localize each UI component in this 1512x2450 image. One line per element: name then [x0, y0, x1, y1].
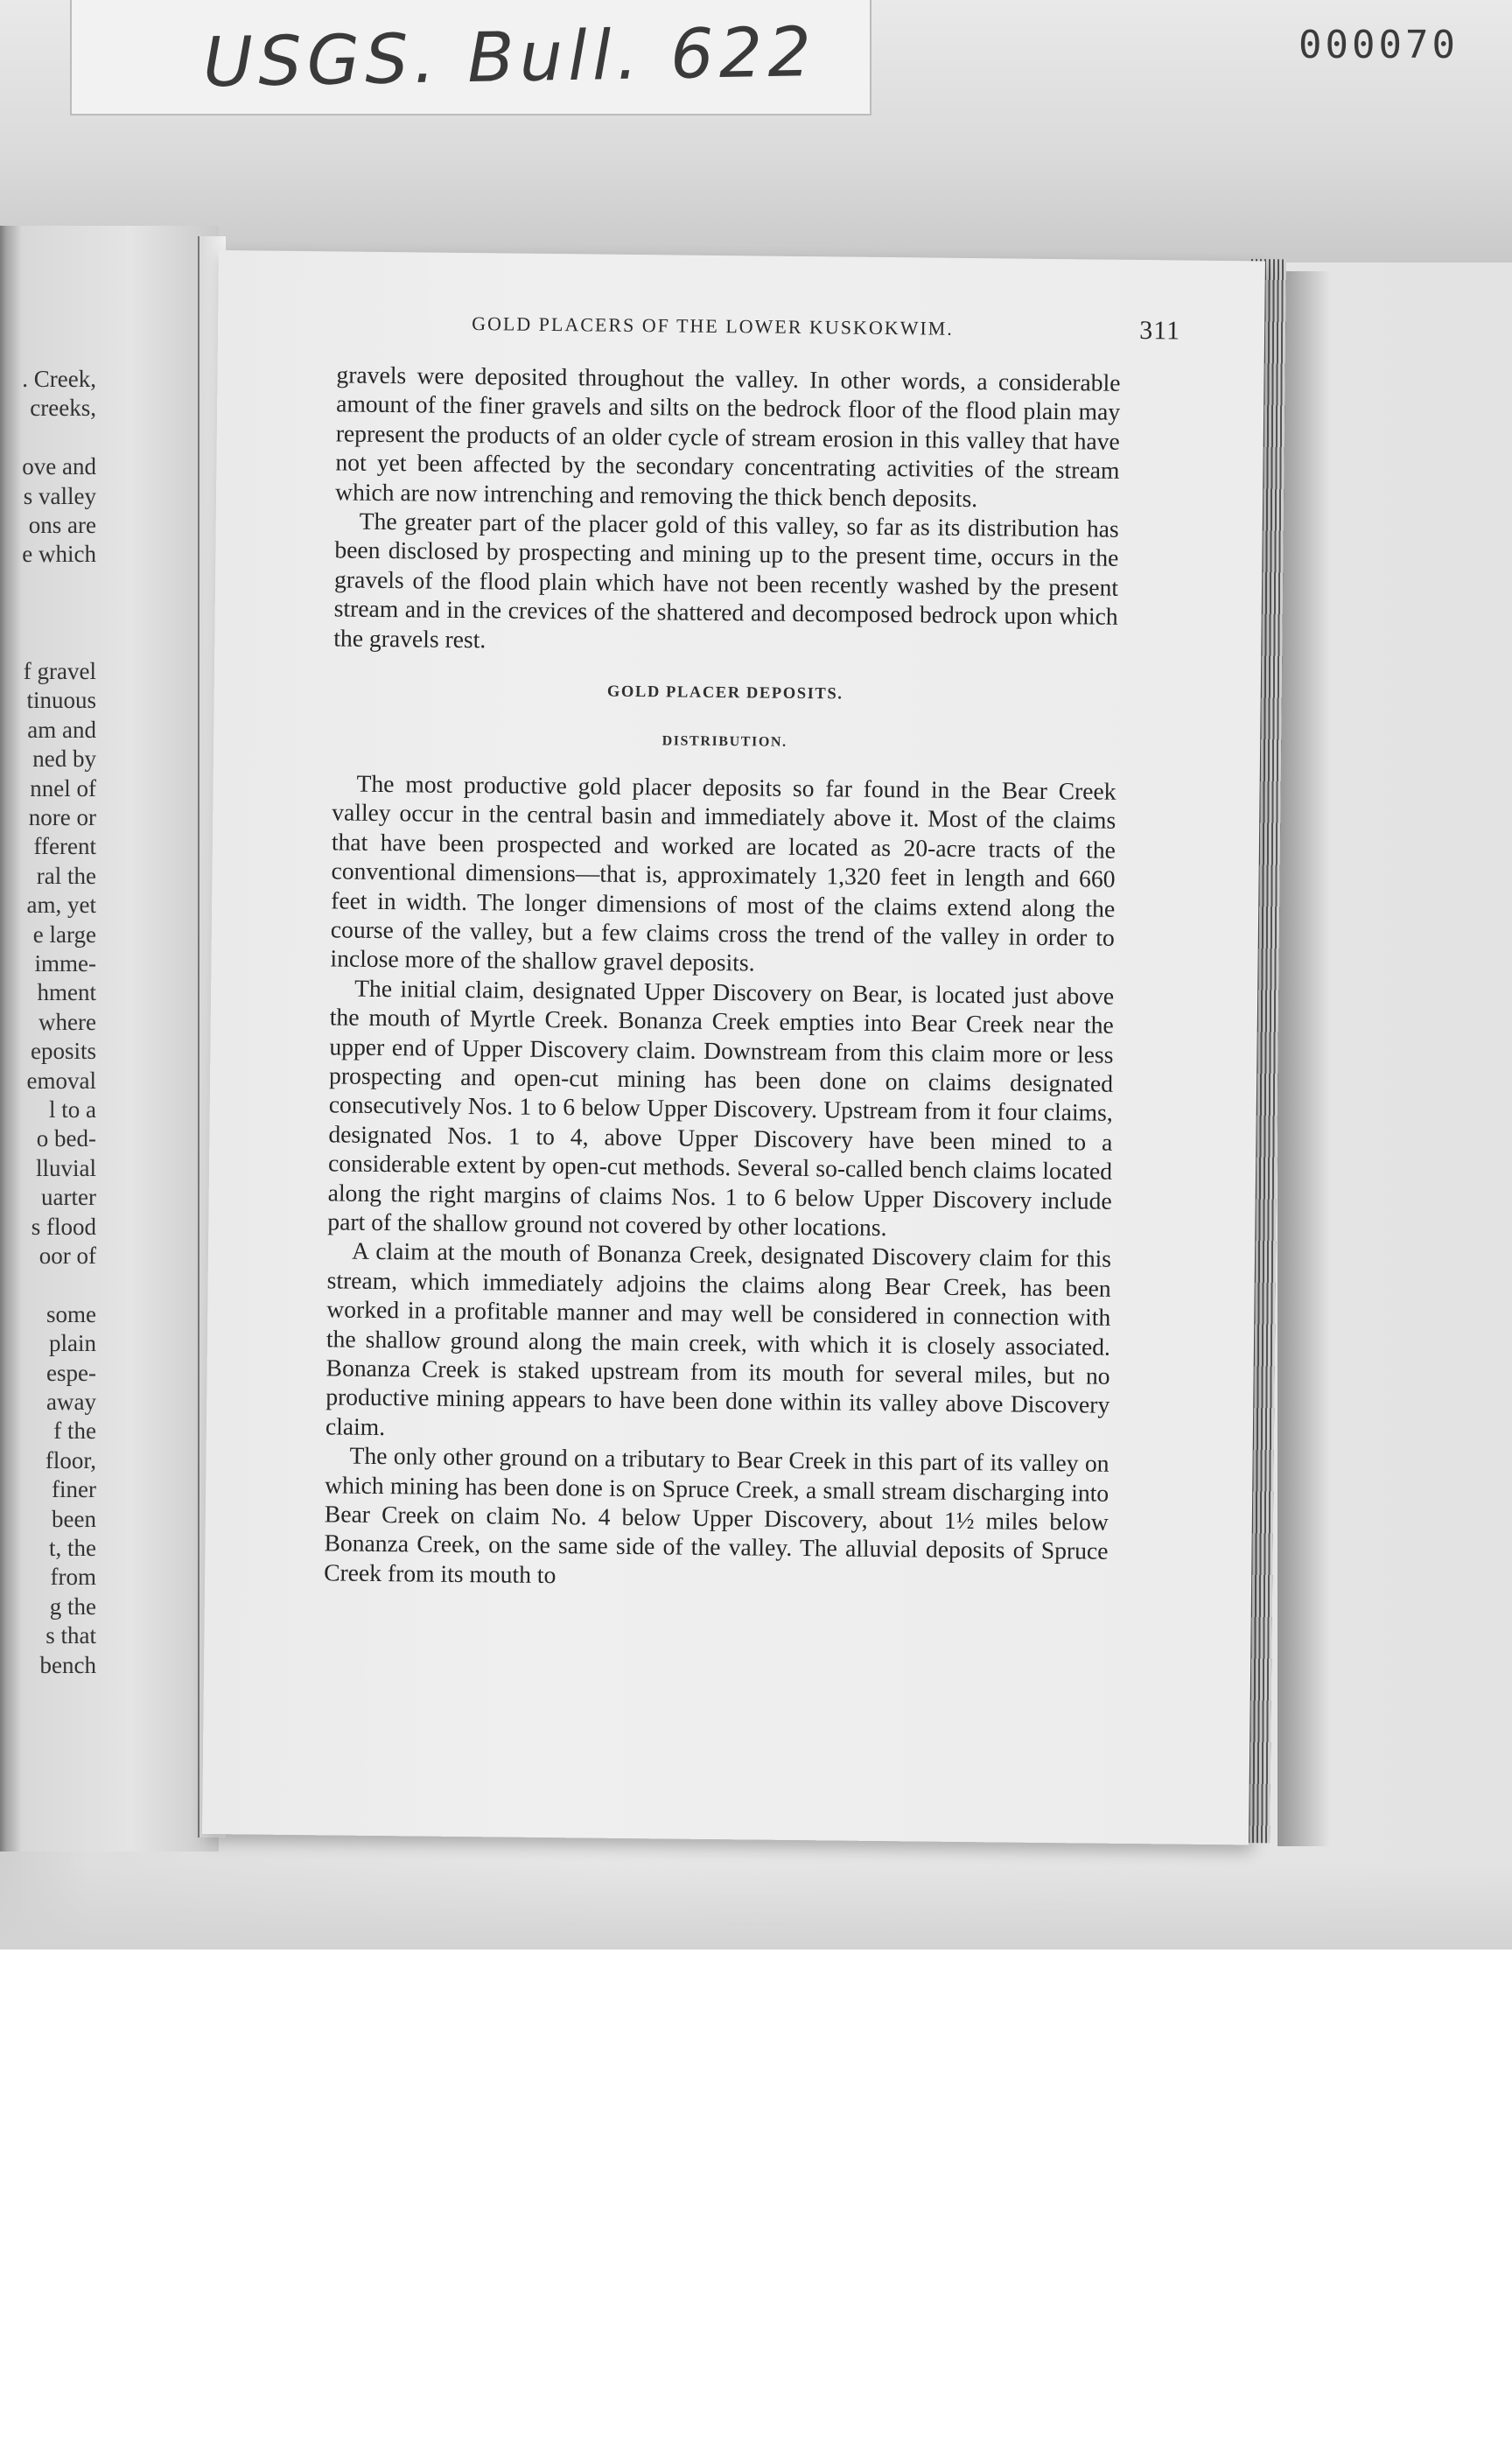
left-page-line: where [38, 1008, 96, 1035]
left-page-line: e which [22, 541, 96, 568]
left-page-line: s valley [23, 482, 96, 509]
left-page-line: emoval [26, 1067, 96, 1094]
running-title: GOLD PLACERS OF THE LOWER KUSKOKWIM. [472, 312, 954, 340]
left-page-line: tinuous [26, 687, 96, 714]
page-shadow [1278, 271, 1330, 1846]
left-page-line: bench [39, 1651, 96, 1678]
paragraph: The initial claim, designated Upper Discovery on Bear, is located just above the mouth of Myrtle Creek. Bonanza Creek empties into Bear Creek near the upper end of Upper Discovery claim. Downstream from this claim more or less prospecting and open-cut mining has been done on claims designated consecutively Nos. 1 to 6 below Upper Discovery. Upstream from it four claims, designated Nos. 1 to 4, above Upper Discovery have been mined to a considerable extent by open-cut methods. Several so-called bench claims located along the right margins of claims Nos. 1 to 6 below Upper Discovery include part of the shallow ground not covered by other locations. [327, 974, 1115, 1242]
paragraph: The only other ground on a tributary to Bear Creek in this part of its valley on which mining has been done is on Spruce Creek, a small stream discharging into Bear Creek on claim No. 4 below Upper Discovery, about 1½ miles below Bonanza Creek, on the same side of the valley. The alluvial deposits of Spruce Creek from its mouth to [324, 1441, 1110, 1588]
left-page-line: f gravel [23, 658, 96, 684]
left-page-line: creeks, [30, 395, 96, 422]
left-page-line: espe- [46, 1359, 96, 1386]
subsection-heading: DISTRIBUTION. [662, 733, 788, 751]
left-page-line: ons are [28, 512, 96, 538]
left-page-line: g the [49, 1592, 96, 1620]
left-page-line: plain [49, 1330, 96, 1357]
left-page-text-fragments [0, 226, 96, 1852]
left-page-line: s that [46, 1622, 96, 1649]
paragraph: The greater part of the placer gold of this valley, so far as its distribution has been disclosed by prospecting and mining up to the present time, occurs in the gravels of the flood plain which have not been recently washed by the present stream and in the crevices of the shattered and decomposed bedrock upon which the gravels rest. [333, 507, 1119, 653]
body-text [324, 360, 1121, 1595]
left-page-line: nore or [28, 804, 96, 830]
left-page-line: some [46, 1300, 96, 1327]
left-page-line: finer [52, 1476, 96, 1503]
left-page-line: s flood [31, 1213, 96, 1240]
left-page-line: been [52, 1505, 96, 1532]
bottom-fade [0, 1864, 1512, 1950]
left-page-line: o bed- [36, 1125, 96, 1152]
left-page-line: fferent [33, 833, 96, 860]
left-page-line: am, yet [26, 892, 96, 919]
left-page-line: am and [27, 716, 96, 743]
running-head [472, 312, 1181, 346]
frame-number: 000070 [1298, 23, 1459, 67]
section-heading: GOLD PLACER DEPOSITS. [606, 682, 844, 704]
left-facing-page [0, 226, 219, 1852]
left-page-line: f the [53, 1418, 96, 1445]
blank-margin [0, 1950, 1512, 2450]
left-page-line: uarter [41, 1184, 96, 1211]
left-page-line: e large [32, 920, 96, 948]
paragraph: gravels were deposited throughout the valley. In other words, a considerable amount of the finer gravels and silts on the bedrock floor of the flood plain may represent the products of an older cycle of stream erosion in this valley that have not yet been affected by the secondary concentrating activities of the stream which are now intrenching and removing the thick bench deposits. [334, 360, 1121, 512]
left-page-line: oor of [38, 1242, 96, 1269]
left-page-line: eposits [30, 1038, 96, 1065]
left-page-line: from [50, 1564, 96, 1591]
handwritten-label-strip [70, 0, 872, 116]
left-page-line: away [46, 1389, 96, 1415]
left-page-line: t, the [49, 1535, 96, 1561]
paragraph: A claim at the mouth of Bonanza Creek, designated Discovery claim for this stream, which immediately adjoins the claims along Bear Creek, has been worked in a profitable manner and may well be considered in connection with the shallow ground along the main creek, with which it is closely associated. Bonanza Creek is staked upstream from its mouth for several miles, but no productive mining appears to have been done within its valley above Discovery claim. [325, 1237, 1112, 1440]
left-page-line: floor, [45, 1446, 96, 1474]
left-page-line: l to a [49, 1096, 96, 1123]
left-page-line: ove and [22, 453, 96, 480]
left-page-line: nnel of [30, 774, 96, 802]
left-page-line: ral the [36, 862, 96, 889]
left-page-line: ned by [32, 746, 96, 773]
book-page [202, 250, 1265, 1844]
left-page-line: imme- [34, 950, 96, 976]
left-page-line: lluvial [36, 1154, 96, 1181]
left-page-line: . Creek, [22, 366, 96, 392]
handwritten-label: USGS. Bull. 622 [202, 13, 817, 103]
left-page-line: hment [37, 979, 96, 1006]
paragraph: The most productive gold placer deposits so far found in the Bear Creek valley occur in the central basin and immediately above it. Most of the claims that have been prospected and worked are located as 20-acre tracts of the conventional dimensions—that is, approximately 1,320 feet in length and 660 feet in width. The longer dimensions of most of the claims extend along the course of the valley, but a few claims cross the trend of the valley in order to inclose more of the shallow gravel deposits. [330, 769, 1116, 976]
page-number: 311 [1139, 316, 1181, 346]
